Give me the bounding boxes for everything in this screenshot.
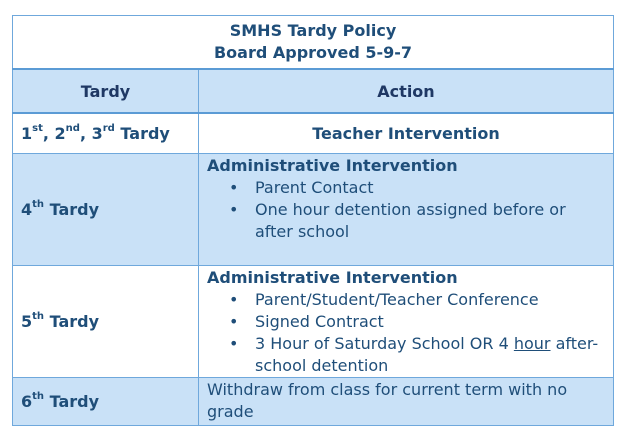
list-item: • Parent/Student/Teacher Conference — [229, 289, 539, 309]
table-title — [13, 16, 614, 70]
list-item: • One hour detention assigned before or after school — [229, 199, 566, 241]
header-row — [13, 69, 614, 113]
tardy-cell: 5th Tardy — [13, 265, 199, 377]
bullet-glyph: • — [229, 199, 239, 219]
action-list — [207, 289, 605, 377]
header-tardy: Tardy — [13, 69, 199, 113]
action-cell: Teacher Intervention — [199, 113, 614, 153]
bullet-glyph: • — [229, 289, 239, 309]
list-item: • 3 Hour of Saturday School OR 4 hour after-school detention — [229, 333, 599, 375]
action-cell — [199, 265, 614, 377]
action-heading: Administrative Intervention — [207, 267, 458, 287]
table-row — [13, 377, 614, 425]
action-heading: Administrative Intervention — [207, 155, 458, 175]
bullet-glyph: • — [229, 333, 239, 353]
list-item: • Parent Contact — [229, 177, 374, 197]
action-list — [207, 177, 605, 243]
bullet-glyph: • — [229, 177, 239, 197]
list-item: • Signed Contract — [229, 311, 384, 331]
tardy-cell: 6th Tardy — [13, 377, 199, 425]
table-row — [13, 265, 614, 377]
table-row — [13, 153, 614, 265]
title-line-2: Board Approved 5-9-7 — [213, 43, 413, 62]
underlined-word: hour — [513, 333, 551, 353]
action-cell — [199, 153, 614, 265]
tardy-policy-table — [12, 15, 614, 426]
bullet-glyph: • — [229, 311, 239, 331]
table-row — [13, 113, 614, 153]
tardy-cell: 4th Tardy — [13, 153, 199, 265]
tardy-cell: 1st, 2nd, 3rd Tardy — [13, 113, 199, 153]
header-action: Action — [199, 69, 614, 113]
title-row — [13, 16, 614, 70]
title-line-1: SMHS Tardy Policy — [229, 21, 397, 40]
action-cell: Withdraw from class for current term with no grade — [199, 377, 614, 425]
